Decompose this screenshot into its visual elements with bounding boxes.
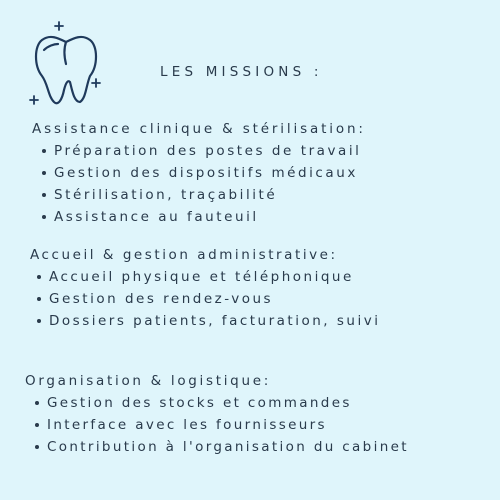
page-title: LES MISSIONS : bbox=[160, 64, 323, 80]
bullet-list bbox=[31, 392, 456, 458]
bullet-item: Dossiers patients, facturation, suivi bbox=[33, 310, 461, 332]
bullet-item: Contribution à l'organisation du cabinet bbox=[31, 436, 456, 458]
bullet-item: Interface avec les fournisseurs bbox=[31, 414, 456, 436]
bullet-item: Gestion des stocks et commandes bbox=[31, 392, 456, 414]
bullet-item: Stérilisation, traçabilité bbox=[38, 184, 361, 206]
bullet-item: Gestion des rendez-vous bbox=[33, 288, 461, 310]
tooth-logo bbox=[24, 20, 106, 110]
bullet-item: Préparation des postes de travail bbox=[38, 140, 361, 162]
bullet-list bbox=[33, 266, 461, 332]
section-title: Accueil & gestion administrative: bbox=[30, 247, 338, 263]
plus-sparkle bbox=[30, 96, 38, 104]
section-title: Organisation & logistique: bbox=[25, 373, 271, 389]
bullet-item: Gestion des dispositifs médicaux bbox=[38, 162, 361, 184]
tooth-icon bbox=[24, 20, 106, 110]
bullet-item: Accueil physique et téléphonique bbox=[33, 266, 461, 288]
section-title: Assistance clinique & stérilisation: bbox=[32, 121, 366, 137]
plus-sparkle bbox=[55, 22, 63, 30]
plus-sparkle bbox=[92, 79, 100, 87]
bullet-item: Assistance au fauteuil bbox=[38, 206, 361, 228]
bullet-list bbox=[38, 140, 361, 228]
